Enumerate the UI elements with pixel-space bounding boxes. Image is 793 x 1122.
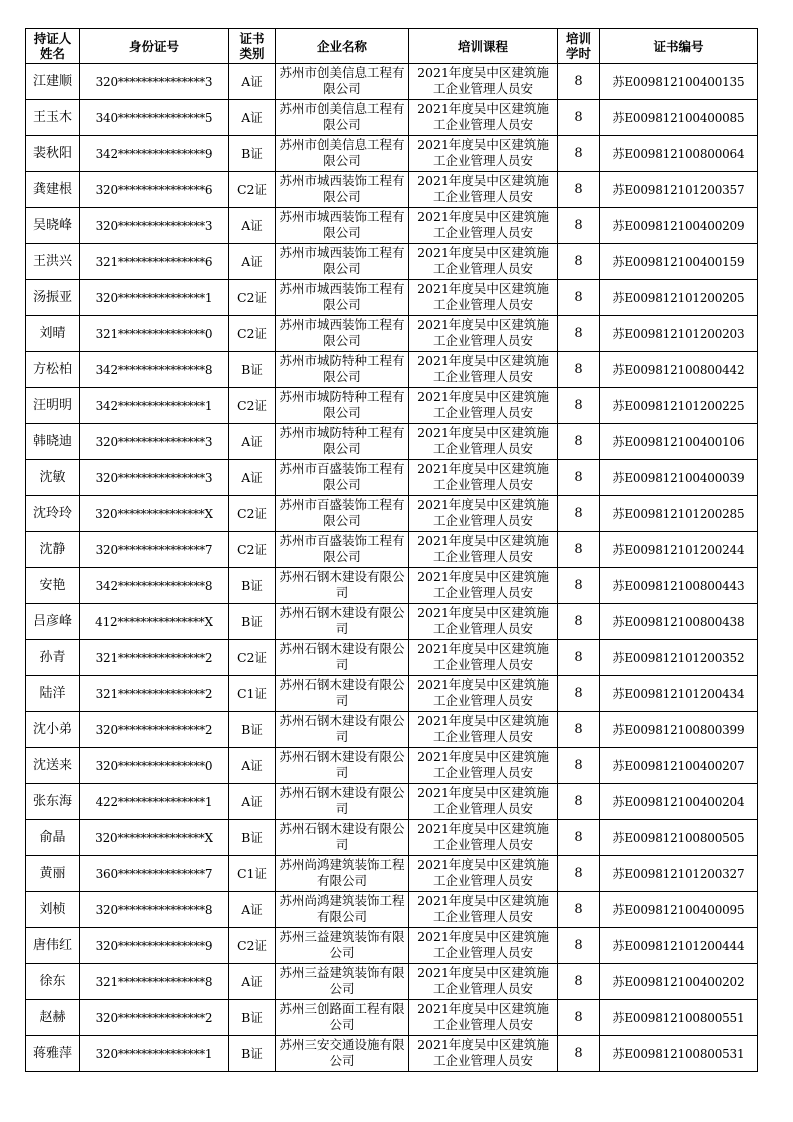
cell-company-text: 苏州市创美信息工程有限公司 (279, 100, 405, 132)
cell-cert-number: 苏E009812101200203 (600, 316, 758, 352)
cell-cert-number: 苏E009812100800399 (600, 712, 758, 748)
header-hours-line1: 培训 (565, 31, 591, 46)
cell-company-text: 苏州尚鸿建筑装饰工程有限公司 (279, 892, 405, 924)
cell-hours: 8 (558, 460, 600, 496)
cell-course (409, 172, 558, 208)
cell-name: 沈敏 (26, 460, 80, 496)
header-cert-type (229, 29, 276, 64)
cell-hours: 8 (558, 208, 600, 244)
cell-cert-number: 苏E009812100400204 (600, 784, 758, 820)
cell-name: 汤振亚 (26, 280, 80, 316)
cell-cert-number: 苏E009812100400209 (600, 208, 758, 244)
cell-hours: 8 (558, 388, 600, 424)
header-hours-line2: 学时 (565, 46, 591, 61)
cell-course-text: 2021年度吴中区建筑施工企业管理人员安 (417, 208, 549, 240)
cell-id-number: 320***************3 (80, 424, 229, 460)
cell-id-number: 320***************X (80, 820, 229, 856)
cell-cert-type: C2证 (229, 172, 276, 208)
table-row (26, 352, 758, 388)
cell-course-text: 2021年度吴中区建筑施工企业管理人员安 (417, 856, 549, 888)
cell-course-text: 2021年度吴中区建筑施工企业管理人员安 (417, 532, 549, 564)
cell-cert-number: 苏E009812100800442 (600, 352, 758, 388)
cell-name: 沈玲玲 (26, 496, 80, 532)
table-row (26, 64, 758, 100)
table-row (26, 856, 758, 892)
cell-id-number: 320***************2 (80, 1000, 229, 1036)
cell-hours: 8 (558, 820, 600, 856)
cell-course (409, 460, 558, 496)
cell-course (409, 136, 558, 172)
cell-name: 江建顺 (26, 64, 80, 100)
cell-company-text: 苏州市百盛装饰工程有限公司 (279, 496, 405, 528)
table-row (26, 460, 758, 496)
table-body (26, 64, 758, 1072)
cell-course (409, 784, 558, 820)
table-row (26, 1036, 758, 1072)
cell-hours: 8 (558, 856, 600, 892)
cell-company-text: 苏州石钢木建设有限公司 (279, 784, 405, 816)
table-row (26, 640, 758, 676)
cell-cert-number: 苏E009812100800438 (600, 604, 758, 640)
cell-company-text: 苏州石钢木建设有限公司 (279, 748, 405, 780)
cell-cert-type: B证 (229, 568, 276, 604)
table-row (26, 1000, 758, 1036)
cell-cert-type: A证 (229, 424, 276, 460)
cell-course (409, 100, 558, 136)
cell-id-number: 320***************2 (80, 712, 229, 748)
cell-cert-type: B证 (229, 352, 276, 388)
certificate-table-sheet (25, 28, 758, 1072)
cell-company (276, 892, 409, 928)
cell-course-text: 2021年度吴中区建筑施工企业管理人员安 (417, 748, 549, 780)
cell-id-number: 320***************3 (80, 460, 229, 496)
cell-id-number: 412***************X (80, 604, 229, 640)
cell-company (276, 64, 409, 100)
cell-hours: 8 (558, 568, 600, 604)
cell-company (276, 928, 409, 964)
cell-hours: 8 (558, 712, 600, 748)
table-row (26, 568, 758, 604)
cell-course-text: 2021年度吴中区建筑施工企业管理人员安 (417, 460, 549, 492)
cell-company (276, 424, 409, 460)
cell-course-text: 2021年度吴中区建筑施工企业管理人员安 (417, 604, 549, 636)
cell-hours: 8 (558, 532, 600, 568)
cell-course (409, 208, 558, 244)
header-name-line2: 姓名 (39, 46, 65, 61)
cell-cert-type: C2证 (229, 640, 276, 676)
cell-course-text: 2021年度吴中区建筑施工企业管理人员安 (417, 928, 549, 960)
cell-id-number: 320***************3 (80, 208, 229, 244)
cell-cert-type: A证 (229, 208, 276, 244)
table-row (26, 820, 758, 856)
cell-id-number: 321***************6 (80, 244, 229, 280)
cell-hours: 8 (558, 748, 600, 784)
cell-course (409, 676, 558, 712)
cell-cert-number: 苏E009812100800531 (600, 1036, 758, 1072)
cell-course (409, 964, 558, 1000)
cell-company-text: 苏州市城西装饰工程有限公司 (279, 316, 405, 348)
table-row (26, 388, 758, 424)
cell-name: 裴秋阳 (26, 136, 80, 172)
cell-hours: 8 (558, 928, 600, 964)
cell-company-text: 苏州三安交通设施有限公司 (279, 1036, 405, 1068)
certificate-table (25, 28, 758, 1072)
cell-cert-type: C2证 (229, 532, 276, 568)
cell-hours: 8 (558, 892, 600, 928)
cell-name: 龚建根 (26, 172, 80, 208)
cell-company (276, 1000, 409, 1036)
cell-cert-type: C2证 (229, 388, 276, 424)
table-row (26, 676, 758, 712)
cell-cert-type: C1证 (229, 856, 276, 892)
cell-cert-number: 苏E009812100400135 (600, 64, 758, 100)
cell-hours: 8 (558, 424, 600, 460)
cell-company (276, 352, 409, 388)
cell-course-text: 2021年度吴中区建筑施工企业管理人员安 (417, 676, 549, 708)
cell-name: 韩晓迪 (26, 424, 80, 460)
cell-company-text: 苏州市城西装饰工程有限公司 (279, 244, 405, 276)
cell-cert-type: A证 (229, 748, 276, 784)
cell-course-text: 2021年度吴中区建筑施工企业管理人员安 (417, 136, 549, 168)
cell-cert-number: 苏E009812101200285 (600, 496, 758, 532)
cell-course (409, 748, 558, 784)
table-row (26, 172, 758, 208)
cell-cert-type: C2证 (229, 496, 276, 532)
table-row (26, 496, 758, 532)
cell-id-number: 342***************8 (80, 568, 229, 604)
cell-course-text: 2021年度吴中区建筑施工企业管理人员安 (417, 496, 549, 528)
table-row (26, 100, 758, 136)
table-row (26, 532, 758, 568)
cell-hours: 8 (558, 964, 600, 1000)
cell-hours: 8 (558, 784, 600, 820)
cell-hours: 8 (558, 136, 600, 172)
cell-company-text: 苏州市城西装饰工程有限公司 (279, 208, 405, 240)
cell-course (409, 892, 558, 928)
cell-company-text: 苏州石钢木建设有限公司 (279, 712, 405, 744)
cell-id-number: 342***************1 (80, 388, 229, 424)
cell-id-number: 320***************3 (80, 64, 229, 100)
cell-name: 孙青 (26, 640, 80, 676)
cell-company (276, 136, 409, 172)
cell-course-text: 2021年度吴中区建筑施工企业管理人员安 (417, 280, 549, 312)
cell-course-text: 2021年度吴中区建筑施工企业管理人员安 (417, 820, 549, 852)
cell-course (409, 820, 558, 856)
cell-course (409, 712, 558, 748)
table-row (26, 964, 758, 1000)
cell-cert-type: B证 (229, 712, 276, 748)
cell-name: 刘桢 (26, 892, 80, 928)
cell-company (276, 676, 409, 712)
cell-company-text: 苏州市百盛装饰工程有限公司 (279, 460, 405, 492)
cell-id-number: 320***************6 (80, 172, 229, 208)
cell-company (276, 172, 409, 208)
cell-id-number: 320***************X (80, 496, 229, 532)
cell-cert-type: A证 (229, 964, 276, 1000)
cell-name: 沈送来 (26, 748, 80, 784)
cell-id-number: 360***************7 (80, 856, 229, 892)
cell-company-text: 苏州市城西装饰工程有限公司 (279, 172, 405, 204)
cell-cert-number: 苏E009812101200327 (600, 856, 758, 892)
cell-name: 黄丽 (26, 856, 80, 892)
cell-cert-number: 苏E009812100400202 (600, 964, 758, 1000)
cell-cert-number: 苏E009812100800064 (600, 136, 758, 172)
cell-cert-type: C1证 (229, 676, 276, 712)
cell-course-text: 2021年度吴中区建筑施工企业管理人员安 (417, 424, 549, 456)
cell-cert-number: 苏E009812100400039 (600, 460, 758, 496)
cell-cert-number: 苏E009812101200225 (600, 388, 758, 424)
cell-company-text: 苏州市创美信息工程有限公司 (279, 136, 405, 168)
cell-id-number: 321***************2 (80, 640, 229, 676)
cell-hours: 8 (558, 244, 600, 280)
cell-cert-type: A证 (229, 784, 276, 820)
cell-hours: 8 (558, 604, 600, 640)
cell-course (409, 496, 558, 532)
cell-company (276, 388, 409, 424)
cell-hours: 8 (558, 280, 600, 316)
cell-course-text: 2021年度吴中区建筑施工企业管理人员安 (417, 172, 549, 204)
cell-cert-number: 苏E009812100400159 (600, 244, 758, 280)
cell-company-text: 苏州三创路面工程有限公司 (279, 1000, 405, 1032)
cell-course-text: 2021年度吴中区建筑施工企业管理人员安 (417, 100, 549, 132)
cell-cert-type: B证 (229, 820, 276, 856)
cell-company (276, 496, 409, 532)
cell-course-text: 2021年度吴中区建筑施工企业管理人员安 (417, 388, 549, 420)
cell-course (409, 640, 558, 676)
cell-course (409, 1036, 558, 1072)
cell-id-number: 320***************9 (80, 928, 229, 964)
cell-name: 沈小弟 (26, 712, 80, 748)
cell-name: 陆洋 (26, 676, 80, 712)
header-id: 身份证号 (80, 29, 229, 64)
cell-company (276, 964, 409, 1000)
cell-company (276, 316, 409, 352)
cell-cert-number: 苏E009812101200205 (600, 280, 758, 316)
cell-company-text: 苏州石钢木建设有限公司 (279, 676, 405, 708)
header-name (26, 29, 80, 64)
cell-company-text: 苏州石钢木建设有限公司 (279, 568, 405, 600)
cell-cert-number: 苏E009812100400085 (600, 100, 758, 136)
header-hours (558, 29, 600, 64)
cell-name: 唐伟红 (26, 928, 80, 964)
cell-cert-number: 苏E009812101200357 (600, 172, 758, 208)
cell-name: 汪明明 (26, 388, 80, 424)
cell-cert-type: C2证 (229, 280, 276, 316)
cell-company (276, 604, 409, 640)
cell-name: 安艳 (26, 568, 80, 604)
cell-id-number: 321***************2 (80, 676, 229, 712)
cell-cert-type: A证 (229, 244, 276, 280)
cell-name: 方松柏 (26, 352, 80, 388)
cell-name: 蒋雅萍 (26, 1036, 80, 1072)
cell-course (409, 928, 558, 964)
cell-cert-type: C2证 (229, 928, 276, 964)
cell-course (409, 532, 558, 568)
cell-course (409, 280, 558, 316)
cell-company (276, 280, 409, 316)
cell-id-number: 320***************0 (80, 748, 229, 784)
cell-id-number: 320***************8 (80, 892, 229, 928)
cell-name: 吴晓峰 (26, 208, 80, 244)
cell-cert-type: A证 (229, 64, 276, 100)
cell-company (276, 244, 409, 280)
cell-hours: 8 (558, 496, 600, 532)
cell-course-text: 2021年度吴中区建筑施工企业管理人员安 (417, 892, 549, 924)
cell-hours: 8 (558, 352, 600, 388)
cell-name: 王洪兴 (26, 244, 80, 280)
header-company: 企业名称 (276, 29, 409, 64)
cell-company-text: 苏州三益建筑装饰有限公司 (279, 928, 405, 960)
cell-hours: 8 (558, 676, 600, 712)
cell-cert-number: 苏E009812100400106 (600, 424, 758, 460)
cell-company-text: 苏州石钢木建设有限公司 (279, 820, 405, 852)
cell-cert-number: 苏E009812101200444 (600, 928, 758, 964)
cell-cert-type: B证 (229, 1036, 276, 1072)
cell-hours: 8 (558, 640, 600, 676)
cell-id-number: 321***************8 (80, 964, 229, 1000)
cell-cert-number: 苏E009812101200434 (600, 676, 758, 712)
cell-course-text: 2021年度吴中区建筑施工企业管理人员安 (417, 316, 549, 348)
cell-company (276, 784, 409, 820)
cell-company (276, 820, 409, 856)
cell-course-text: 2021年度吴中区建筑施工企业管理人员安 (417, 712, 549, 744)
cell-course-text: 2021年度吴中区建筑施工企业管理人员安 (417, 1036, 549, 1068)
header-course: 培训课程 (409, 29, 558, 64)
cell-course (409, 424, 558, 460)
cell-course-text: 2021年度吴中区建筑施工企业管理人员安 (417, 640, 549, 672)
table-row (26, 712, 758, 748)
cell-course (409, 388, 558, 424)
table-row (26, 244, 758, 280)
cell-company (276, 568, 409, 604)
cell-cert-type: B证 (229, 604, 276, 640)
cell-course-text: 2021年度吴中区建筑施工企业管理人员安 (417, 568, 549, 600)
table-row (26, 748, 758, 784)
cell-course-text: 2021年度吴中区建筑施工企业管理人员安 (417, 964, 549, 996)
cell-name: 吕彦峰 (26, 604, 80, 640)
cell-company-text: 苏州石钢木建设有限公司 (279, 604, 405, 636)
cell-course (409, 316, 558, 352)
table-row (26, 424, 758, 460)
cell-company (276, 460, 409, 496)
table-row (26, 784, 758, 820)
cell-course (409, 352, 558, 388)
cell-name: 赵赫 (26, 1000, 80, 1036)
cell-cert-number: 苏E009812100800505 (600, 820, 758, 856)
cell-company-text: 苏州市城防特种工程有限公司 (279, 424, 405, 456)
cell-name: 徐东 (26, 964, 80, 1000)
cell-course-text: 2021年度吴中区建筑施工企业管理人员安 (417, 1000, 549, 1032)
cell-cert-number: 苏E009812100800443 (600, 568, 758, 604)
cell-name: 沈静 (26, 532, 80, 568)
cell-company (276, 856, 409, 892)
cell-company-text: 苏州市城防特种工程有限公司 (279, 352, 405, 384)
cell-id-number: 342***************9 (80, 136, 229, 172)
cell-company-text: 苏州尚鸿建筑装饰工程有限公司 (279, 856, 405, 888)
cell-name: 刘晴 (26, 316, 80, 352)
cell-company (276, 640, 409, 676)
cell-hours: 8 (558, 316, 600, 352)
cell-cert-type: A证 (229, 460, 276, 496)
cell-cert-number: 苏E009812101200244 (600, 532, 758, 568)
cell-hours: 8 (558, 1036, 600, 1072)
cell-cert-number: 苏E009812100400207 (600, 748, 758, 784)
cell-course-text: 2021年度吴中区建筑施工企业管理人员安 (417, 352, 549, 384)
cell-cert-number: 苏E009812100400095 (600, 892, 758, 928)
cell-name: 俞晶 (26, 820, 80, 856)
cell-course-text: 2021年度吴中区建筑施工企业管理人员安 (417, 244, 549, 276)
table-row (26, 604, 758, 640)
cell-id-number: 320***************7 (80, 532, 229, 568)
cell-course (409, 64, 558, 100)
cell-course (409, 604, 558, 640)
cell-cert-number: 苏E009812101200352 (600, 640, 758, 676)
cell-company (276, 100, 409, 136)
cell-cert-type: A证 (229, 892, 276, 928)
cell-course (409, 244, 558, 280)
cell-course-text: 2021年度吴中区建筑施工企业管理人员安 (417, 64, 549, 96)
cell-id-number: 340***************5 (80, 100, 229, 136)
header-name-line1: 持证人 (33, 31, 72, 46)
cell-id-number: 422***************1 (80, 784, 229, 820)
cell-hours: 8 (558, 100, 600, 136)
cell-cert-type: B证 (229, 136, 276, 172)
cell-name: 王玉木 (26, 100, 80, 136)
cell-course-text: 2021年度吴中区建筑施工企业管理人员安 (417, 784, 549, 816)
cell-company-text: 苏州石钢木建设有限公司 (279, 640, 405, 672)
cell-company-text: 苏州市百盛装饰工程有限公司 (279, 532, 405, 564)
cell-company (276, 208, 409, 244)
cell-company (276, 712, 409, 748)
table-row (26, 208, 758, 244)
cell-id-number: 321***************0 (80, 316, 229, 352)
cell-company-text: 苏州市创美信息工程有限公司 (279, 64, 405, 96)
cell-course (409, 856, 558, 892)
header-cert-type-line2: 类别 (239, 46, 265, 61)
header-cert-type-line1: 证书 (239, 31, 265, 46)
cell-cert-type: A证 (229, 100, 276, 136)
cell-course (409, 1000, 558, 1036)
cell-id-number: 342***************8 (80, 352, 229, 388)
cell-hours: 8 (558, 172, 600, 208)
table-row (26, 316, 758, 352)
table-row (26, 928, 758, 964)
cell-company-text: 苏州市城西装饰工程有限公司 (279, 280, 405, 312)
header-cert-no: 证书编号 (600, 29, 758, 64)
cell-id-number: 320***************1 (80, 280, 229, 316)
cell-cert-type: C2证 (229, 316, 276, 352)
cell-company-text: 苏州三益建筑装饰有限公司 (279, 964, 405, 996)
cell-company (276, 532, 409, 568)
cell-cert-type: B证 (229, 1000, 276, 1036)
cell-hours: 8 (558, 64, 600, 100)
table-row (26, 892, 758, 928)
table-row (26, 136, 758, 172)
cell-cert-number: 苏E009812100800551 (600, 1000, 758, 1036)
cell-company-text: 苏州市城防特种工程有限公司 (279, 388, 405, 420)
header-row (26, 29, 758, 64)
table-row (26, 280, 758, 316)
cell-course (409, 568, 558, 604)
cell-id-number: 320***************1 (80, 1036, 229, 1072)
cell-company (276, 748, 409, 784)
cell-hours: 8 (558, 1000, 600, 1036)
cell-company (276, 1036, 409, 1072)
cell-name: 张东海 (26, 784, 80, 820)
